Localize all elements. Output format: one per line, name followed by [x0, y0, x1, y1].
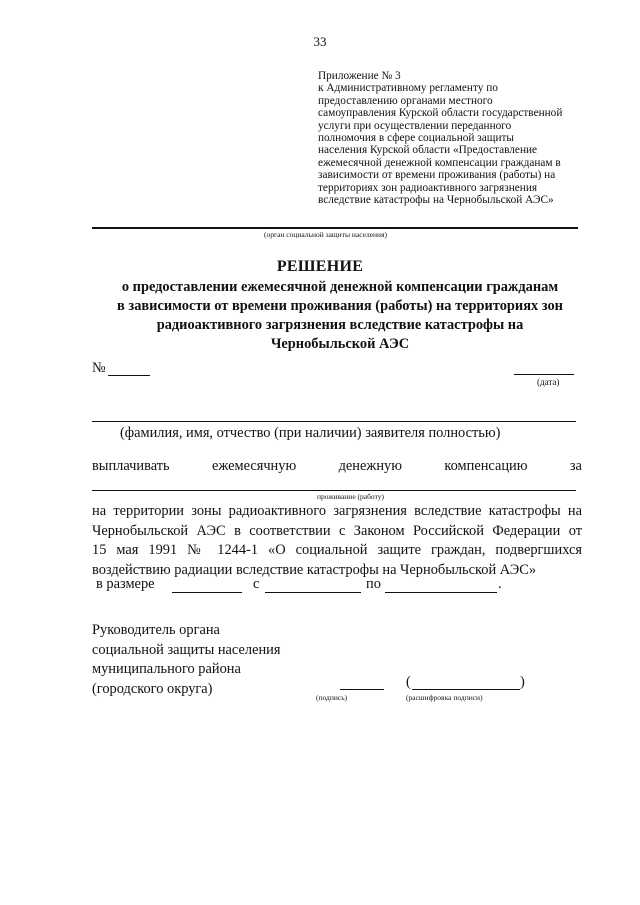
- annex-line: предоставлению органами местного: [318, 94, 493, 107]
- signature-decode-field[interactable]: [412, 689, 520, 690]
- residence-caption: проживание (работу): [317, 492, 384, 501]
- number-label: №: [92, 360, 106, 376]
- annex-line: ежемесячной денежной компенсации гражданам в: [318, 156, 561, 169]
- signature-field[interactable]: [340, 689, 384, 690]
- organ-line[interactable]: [92, 227, 578, 229]
- decision-body: [92, 502, 582, 580]
- number-field[interactable]: [108, 375, 150, 376]
- annex-line: самоуправления Курской области государственной: [318, 107, 563, 120]
- amount-label: в размере: [96, 576, 155, 592]
- residence-field[interactable]: [92, 490, 576, 491]
- body-line: воздействию радиации вследствие катастрофы на Чернобыльской АЭС»: [92, 561, 537, 578]
- amount-end: .: [498, 576, 502, 592]
- annex-line: полномочия в сфере социальной защиты: [318, 132, 515, 145]
- body-line: 15 мая 1991 № 1244-1 «О социальной защите граждан, подвергшихся: [92, 542, 582, 558]
- amount-to-label: по: [366, 576, 381, 592]
- annex-line: услуги при осуществлении переданного: [318, 119, 512, 132]
- signatory-line: социальной защиты населения: [92, 641, 281, 658]
- from-date-field[interactable]: [265, 592, 361, 593]
- body-line: Чернобыльской АЭС в соответствии с Законом Российской Федерации от: [92, 522, 582, 539]
- body-line: на территории зоны радиоактивного загрязнения вследствие катастрофы на: [92, 503, 582, 519]
- signatory-line: (городского округа): [92, 680, 213, 697]
- annex-line: зависимости от времени проживания (работы) на: [318, 169, 556, 182]
- organ-caption: (орган социальной защиты населения): [264, 230, 388, 239]
- date-caption: (дата): [537, 377, 560, 387]
- signature-caption: (подпись): [316, 693, 348, 702]
- pay-word: выплачивать: [92, 458, 170, 474]
- applicant-caption: (фамилия, имя, отчество (при наличии) заявителя полностью): [120, 425, 501, 441]
- annex-line: Приложение № 3: [318, 70, 401, 82]
- signatory-line: Руководитель органа: [92, 622, 220, 638]
- annex-line: вследствие катастрофы на Чернобыльской АЭС»: [318, 194, 554, 207]
- pay-word: за: [569, 458, 582, 474]
- pay-word: денежную: [338, 458, 402, 474]
- annex-line: территориях зон радиоактивного загрязнения: [318, 181, 538, 194]
- decode-close-paren: ): [520, 674, 525, 690]
- annex-header: [318, 70, 588, 206]
- subtitle-line: радиоактивного загрязнения вследствие катастрофы на: [156, 317, 524, 333]
- subtitle-line: Чернобыльской АЭС: [270, 336, 410, 352]
- pay-row: [92, 458, 582, 475]
- pay-word: ежемесячную: [211, 458, 297, 474]
- signatory-block: [92, 621, 280, 699]
- to-date-field[interactable]: [385, 592, 497, 593]
- annex-line: населения Курской области «Предоставление: [318, 144, 538, 157]
- subtitle-line: в зависимости от времени проживания (работы) на территориях зон: [117, 298, 563, 314]
- amount-from-label: с: [253, 576, 260, 592]
- amount-field[interactable]: [172, 592, 242, 593]
- pay-word: компенсацию: [444, 458, 528, 474]
- signatory-line: муниципального района: [92, 661, 241, 677]
- page-number: 33: [313, 34, 327, 49]
- subtitle-line: о предоставлении ежемесячной денежной компенсации гражданам: [121, 279, 559, 295]
- applicant-field[interactable]: [92, 421, 576, 422]
- document-subtitle: [95, 278, 585, 354]
- document-title: РЕШЕНИЕ: [276, 258, 364, 275]
- date-field[interactable]: [514, 374, 574, 375]
- decode-open-paren: (: [406, 674, 411, 690]
- decode-caption: (расшифровка подписи): [406, 693, 483, 702]
- annex-line: к Административному регламенту по: [318, 82, 498, 95]
